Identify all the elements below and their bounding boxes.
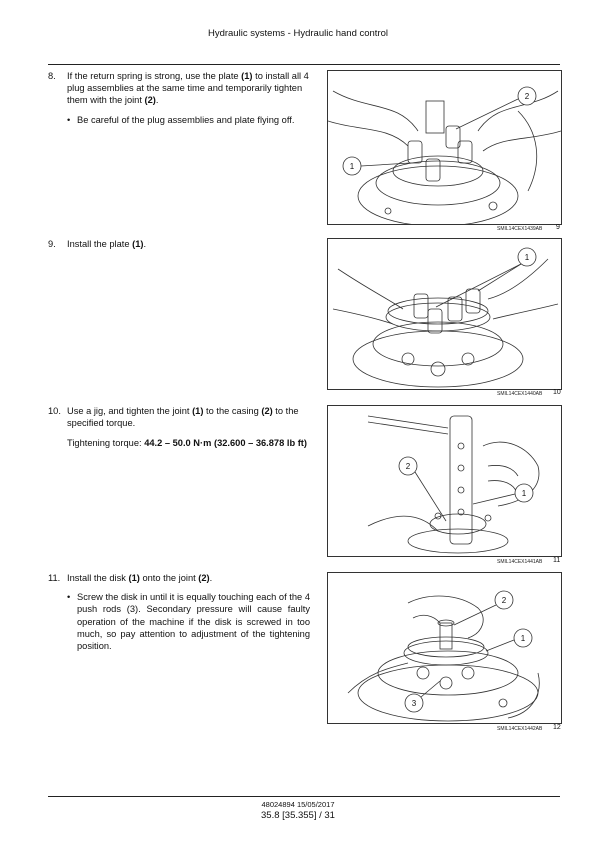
figure-plug-assemblies	[327, 70, 562, 225]
callout-1-label: 1	[524, 253, 530, 262]
step-bullet: • Screw the disk in until it is equally touching each of the 4 push rods (3). Secondary pressure will cause faulty operation of the machine if the disk is screwed in too much, so pay attention to adjustment of the tightening position.	[67, 591, 310, 652]
figure-plate-install	[327, 238, 562, 390]
figure-number: 10	[553, 389, 561, 396]
figure-code: SMIL14CEX1439AB	[497, 226, 543, 232]
step-8	[48, 70, 310, 126]
footer-doc-ref: 48024894 15/05/2017	[261, 800, 335, 809]
figure-disk-install	[327, 572, 562, 724]
callout-2-label: 2	[501, 596, 507, 605]
step-number: 8.	[48, 71, 56, 81]
step-number: 11.	[48, 573, 61, 583]
step-text: Install the plate (1).	[67, 239, 147, 249]
callout-1-label: 1	[520, 634, 526, 643]
figure-number: 12	[553, 724, 561, 731]
step-text: Use a jig, and tighten the joint (1) to the casing (2) to the specified torque.	[67, 406, 299, 429]
header-rule	[48, 64, 560, 65]
step-11	[48, 572, 310, 652]
step-bullet: • Be careful of the plug assemblies and plate flying off.	[67, 114, 310, 126]
figure-illustration	[328, 239, 561, 389]
step-9	[48, 238, 310, 250]
figure-code: SMIL14CEX1440AB	[497, 391, 543, 397]
torque-spec: Tightening torque: 44.2 – 50.0 N·m (32.600 – 36.878 lb ft)	[67, 438, 307, 449]
figure-illustration	[328, 406, 561, 556]
figure-joint-tighten	[327, 405, 562, 557]
figure-illustration	[328, 71, 561, 224]
step-text: If the return spring is strong, use the plate (1) to install all 4 plug assemblies at the same time and temporarily tighten them with the joint (2).	[67, 71, 309, 106]
step-number: 9.	[48, 239, 56, 249]
callout-2-label: 2	[524, 92, 530, 101]
step-number: 10.	[48, 406, 61, 416]
page-header: Hydraulic systems - Hydraulic hand control	[207, 28, 389, 39]
figure-number: 11	[553, 557, 561, 564]
figure-illustration	[328, 573, 561, 723]
callout-3-label: 3	[411, 699, 417, 708]
step-10	[48, 405, 310, 450]
step-text: Install the disk (1) onto the joint (2).	[67, 573, 213, 583]
footer-rule	[48, 796, 560, 797]
callout-1-label: 1	[521, 489, 527, 498]
callout-1-label: 1	[349, 162, 355, 171]
figure-code: SMIL14CEX1442AB	[497, 726, 543, 732]
callout-2-label: 2	[405, 462, 411, 471]
figure-number: 9	[556, 224, 560, 231]
footer-page-ref: 35.8 [35.355] / 31	[261, 810, 335, 821]
figure-code: SMIL14CEX1441AB	[497, 559, 543, 565]
